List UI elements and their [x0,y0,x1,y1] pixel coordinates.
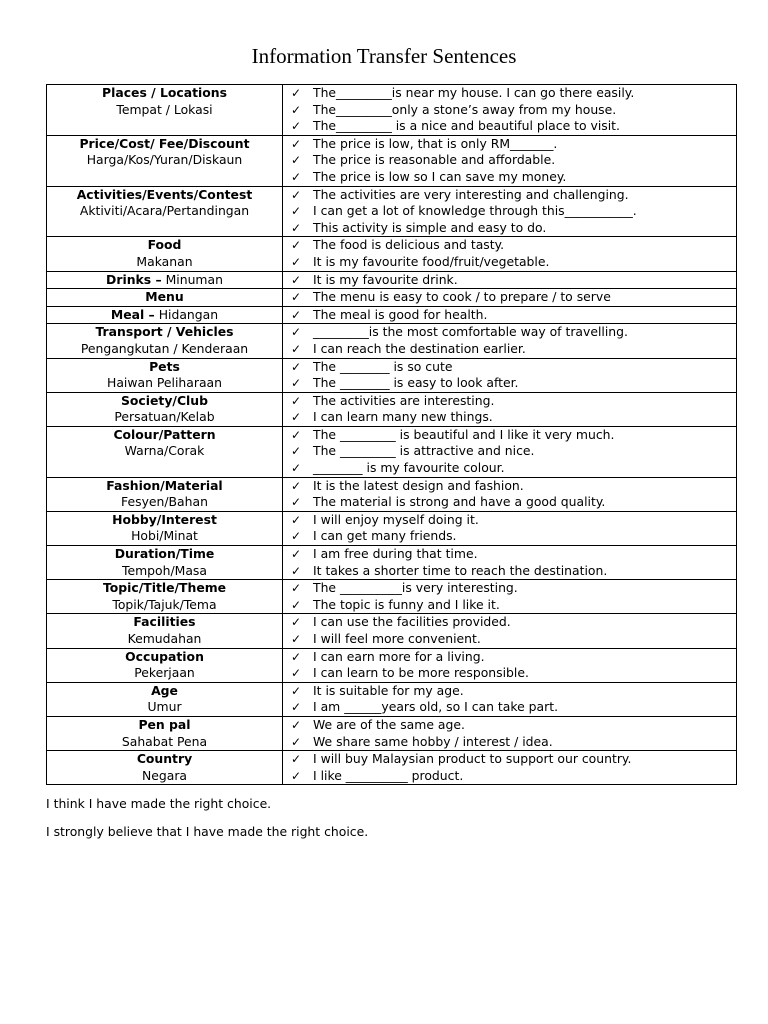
sentence-item [283,409,736,426]
sentence-text: It is my favourite drink. [313,271,458,287]
sentence-item [283,751,736,768]
checkmark-icon: ✓ [291,683,302,698]
sentence-item [283,631,736,648]
category-name: Pen pal [138,716,191,732]
category-name: Price/Cost/ Fee/Discount [79,135,250,151]
sentence-item [283,393,736,410]
checkmark-icon: ✓ [291,325,302,340]
table-row [47,648,737,682]
sentence-item [283,478,736,495]
sentence-item [283,768,736,785]
sentence-item [283,203,736,220]
sentences-cell [283,580,737,614]
sentence-item [283,649,736,666]
category-line [47,272,282,289]
sentence-text: The food is delicious and tasty. [313,237,505,253]
sentence-text: It is the latest design and fashion. [313,477,524,493]
sentence-item [283,460,736,477]
sentence-text: I like __________ product. [313,767,464,783]
sentence-item [283,341,736,358]
sentence-text: The_________ is a nice and beautiful place to visit. [313,118,620,134]
sentences-cell [283,324,737,358]
checkmark-icon: ✓ [291,597,302,612]
sentence-text: I can get many friends. [313,528,457,544]
category-malay: Hobi/Minat [131,528,198,544]
category-cell [47,237,283,271]
table-row [47,580,737,614]
table-row [47,614,737,648]
sentence-text: We are of the same age. [313,716,465,732]
footer-sentence-2: I strongly believe that I have made the right choice. [46,824,369,839]
checkmark-icon: ✓ [291,136,302,151]
sentence-item [283,254,736,271]
category-name: Topic/Title/Theme [102,580,227,596]
category-malay: Pekerjaan [134,665,195,681]
sentence-text: I will enjoy myself doing it. [313,511,479,527]
sentence-text: The price is low so I can save my money. [313,168,567,184]
checkmark-icon: ✓ [291,187,302,202]
sentence-text: The menu is easy to cook / to prepare / to serve [313,289,611,305]
sentence-text: It takes a shorter time to reach the destination. [313,562,608,578]
sentence-text: I am free during that time. [313,546,478,562]
sentence-text: The __________is very interesting. [313,580,518,596]
category-cell [47,306,283,324]
sentence-text: It is my favourite food/fruit/vegetable. [313,253,550,269]
checkmark-icon: ✓ [291,529,302,544]
category-malay: Topik/Tajuk/Tema [112,596,217,612]
checkmark-icon: ✓ [291,238,302,253]
sentence-item [283,272,736,289]
checkmark-icon: ✓ [291,359,302,374]
sentence-text: This activity is simple and easy to do. [313,219,547,235]
sentence-item [283,546,736,563]
table-row [47,546,737,580]
table-row [47,306,737,324]
page-title: Information Transfer Sentences [251,44,517,68]
sentence-item [283,597,736,614]
checkmark-icon: ✓ [291,615,302,630]
category-malay: Aktiviti/Acara/Pertandingan [79,203,250,219]
sentence-item [283,427,736,444]
checkmark-icon: ✓ [291,119,302,134]
sentence-item [283,169,736,186]
sentence-item [283,359,736,376]
table-row [47,324,737,358]
sentence-item [283,102,736,119]
sentences-cell [283,135,737,186]
category-name: Society/Club [121,392,208,408]
sentence-item [283,717,736,734]
sentences-cell [283,716,737,750]
sentences-cell [283,682,737,716]
checkmark-icon: ✓ [291,734,302,749]
checkmark-icon: ✓ [291,581,302,596]
sentence-item [283,187,736,204]
checkmark-icon: ✓ [291,717,302,732]
category-malay: Sahabat Pena [121,733,208,749]
sentences-cell [283,358,737,392]
category-cell [47,392,283,426]
category-malay: Pengangkutan / Kenderaan [80,340,249,356]
sentence-item [283,375,736,392]
table-row [47,237,737,271]
sentence-text: The ________ is so cute [313,358,453,374]
sentence-item [283,85,736,102]
category-malay: Kemudahan [127,631,202,646]
sentences-cell [283,426,737,477]
table-row [47,716,737,750]
table-row [47,477,737,511]
sentence-item [283,152,736,169]
sentence-item [283,220,736,237]
category-name: Country [136,751,193,767]
checkmark-icon: ✓ [291,86,302,100]
sentence-item [283,614,736,631]
sentences-cell [283,477,737,511]
sentence-text: The material is strong and have a good quality. [313,494,606,510]
category-malay: Tempoh/Masa [122,562,207,578]
sentences-cell [283,289,737,307]
category-name: Places / Locations [102,85,227,100]
table-row [47,426,737,477]
checkmark-icon: ✓ [291,666,302,681]
sentence-item [283,734,736,751]
category-malay: Makanan [136,253,193,269]
category-cell [47,546,283,580]
checkmark-icon: ✓ [291,290,302,305]
sentences-cell [283,392,737,426]
sentences-cell [283,751,737,785]
table-row [47,135,737,186]
sentence-text: I can reach the destination earlier. [313,340,526,356]
sentence-text: I can use the facilities provided. [313,614,511,630]
sentence-item [283,494,736,511]
sentences-cell [283,85,737,136]
sentence-text: The activities are very interesting and challenging. [313,186,629,202]
category-name: Duration/Time [114,546,215,562]
checkmark-icon: ✓ [291,700,302,715]
sentence-text: I can earn more for a living. [313,648,485,664]
sentence-text: The price is reasonable and affordable. [313,152,556,168]
sentence-item [283,136,736,153]
checkmark-icon: ✓ [291,478,302,493]
category-cell [47,85,283,136]
category-name: Menu [145,289,184,305]
category-malay: Umur [147,699,182,715]
table-body [47,85,737,785]
category-cell [47,324,283,358]
category-name: Transport / Vehicles [95,324,234,340]
sentences-cell [283,614,737,648]
category-cell [47,426,283,477]
category-name: Occupation [125,648,204,664]
category-malay: Harga/Kos/Yuran/Diskaun [86,152,243,168]
sentence-item [283,324,736,341]
checkmark-icon: ✓ [291,272,302,287]
sentence-item [283,237,736,254]
sentence-text: The_________only a stone’s away from my house. [313,101,617,117]
checkmark-icon: ✓ [291,220,302,235]
checkmark-icon: ✓ [291,512,302,527]
sentence-text: I can get a lot of knowledge through this___________. [313,203,637,219]
checkmark-icon: ✓ [291,427,302,442]
sentence-text: The meal is good for health. [313,306,488,322]
category-cell [47,751,283,785]
sentence-text: The topic is funny and I like it. [313,596,500,612]
category-name: Facilities [133,614,196,630]
category-cell [47,682,283,716]
sentence-text: The_________is near my house. I can go there easily. [313,85,635,100]
table-row [47,751,737,785]
sentence-text: ________ is my favourite colour. [313,460,505,476]
sentence-text: I will feel more convenient. [313,631,481,646]
category-malay: Persatuan/Kelab [114,409,215,425]
checkmark-icon: ✓ [291,547,302,562]
category-name: Hobby/Interest [112,511,217,527]
checkmark-icon: ✓ [291,169,302,184]
sentence-text: The _________ is beautiful and I like it very much. [313,426,615,442]
category-name: Meal – [110,306,155,322]
category-cell [47,511,283,545]
sentence-text: It is suitable for my age. [313,682,464,698]
checkmark-icon: ✓ [291,102,302,117]
information-transfer-table [46,84,737,785]
sentences-cell [283,237,737,271]
sentence-text: _________is the most comfortable way of travelling. [313,324,628,340]
checkmark-icon: ✓ [291,204,302,219]
table-row [47,682,737,716]
sentence-item [283,683,736,700]
checkmark-icon: ✓ [291,307,302,322]
sentence-item [283,528,736,545]
sentences-cell [283,271,737,289]
category-cell [47,135,283,186]
category-cell [47,477,283,511]
category-cell [47,614,283,648]
checkmark-icon: ✓ [291,632,302,646]
sentence-text: The activities are interesting. [313,392,495,408]
footer-sentence-1: I think I have made the right choice. [46,796,272,811]
table-row [47,85,737,136]
checkmark-icon: ✓ [291,254,302,269]
category-cell [47,271,283,289]
checkmark-icon: ✓ [291,153,302,168]
category-name: Activities/Events/Contest [76,186,253,202]
table-row [47,392,737,426]
checkmark-icon: ✓ [291,376,302,391]
category-line [47,307,282,324]
category-malay: Hidangan [158,306,219,322]
category-name: Food [147,237,182,253]
sentences-cell [283,511,737,545]
checkmark-icon: ✓ [291,495,302,510]
sentences-cell [283,306,737,324]
sentence-text: I will buy Malaysian product to support our country. [313,751,632,767]
sentence-text: We share same hobby / interest / idea. [313,733,553,749]
category-cell [47,716,283,750]
sentence-text: I am ______years old, so I can take part. [313,699,559,715]
sentence-text: The _________ is attractive and nice. [313,443,535,459]
category-malay: Minuman [165,271,223,287]
category-name: Colour/Pattern [113,426,216,442]
category-cell [47,358,283,392]
sentence-text: The price is low, that is only RM_______. [313,135,558,151]
sentence-item [283,665,736,682]
table-row [47,289,737,307]
sentence-item [283,118,736,135]
sentence-text: I can learn many new things. [313,409,493,425]
sentences-cell [283,186,737,237]
checkmark-icon: ✓ [291,393,302,408]
category-malay: Tempat / Lokasi [116,101,213,117]
category-cell [47,580,283,614]
checkmark-icon: ✓ [291,649,302,664]
category-cell [47,289,283,307]
sentence-item [283,289,736,306]
category-cell [47,186,283,237]
checkmark-icon: ✓ [291,444,302,459]
sentences-cell [283,546,737,580]
category-name: Drinks – [106,271,162,287]
category-name: Age [151,682,178,698]
sentence-text: The ________ is easy to look after. [313,375,519,391]
checkmark-icon: ✓ [291,341,302,356]
sentence-item [283,699,736,716]
category-malay: Warna/Corak [124,443,205,459]
sentence-item [283,580,736,597]
checkmark-icon: ✓ [291,768,302,783]
category-malay: Haiwan Peliharaan [107,375,222,391]
category-malay: Fesyen/Bahan [121,494,208,510]
category-cell [47,648,283,682]
sentences-cell [283,648,737,682]
sentence-item [283,443,736,460]
category-name: Pets [149,358,180,374]
sentence-item [283,307,736,324]
sentence-item [283,563,736,580]
category-name: Fashion/Material [106,477,223,493]
sentence-text: I can learn to be more responsible. [313,665,529,681]
checkmark-icon: ✓ [291,461,302,476]
table-row [47,511,737,545]
checkmark-icon: ✓ [291,752,302,767]
checkmark-icon: ✓ [291,410,302,425]
table-row [47,271,737,289]
table-row [47,358,737,392]
checkmark-icon: ✓ [291,563,302,578]
category-malay: Negara [141,767,188,783]
sentence-item [283,512,736,529]
table-row [47,186,737,237]
